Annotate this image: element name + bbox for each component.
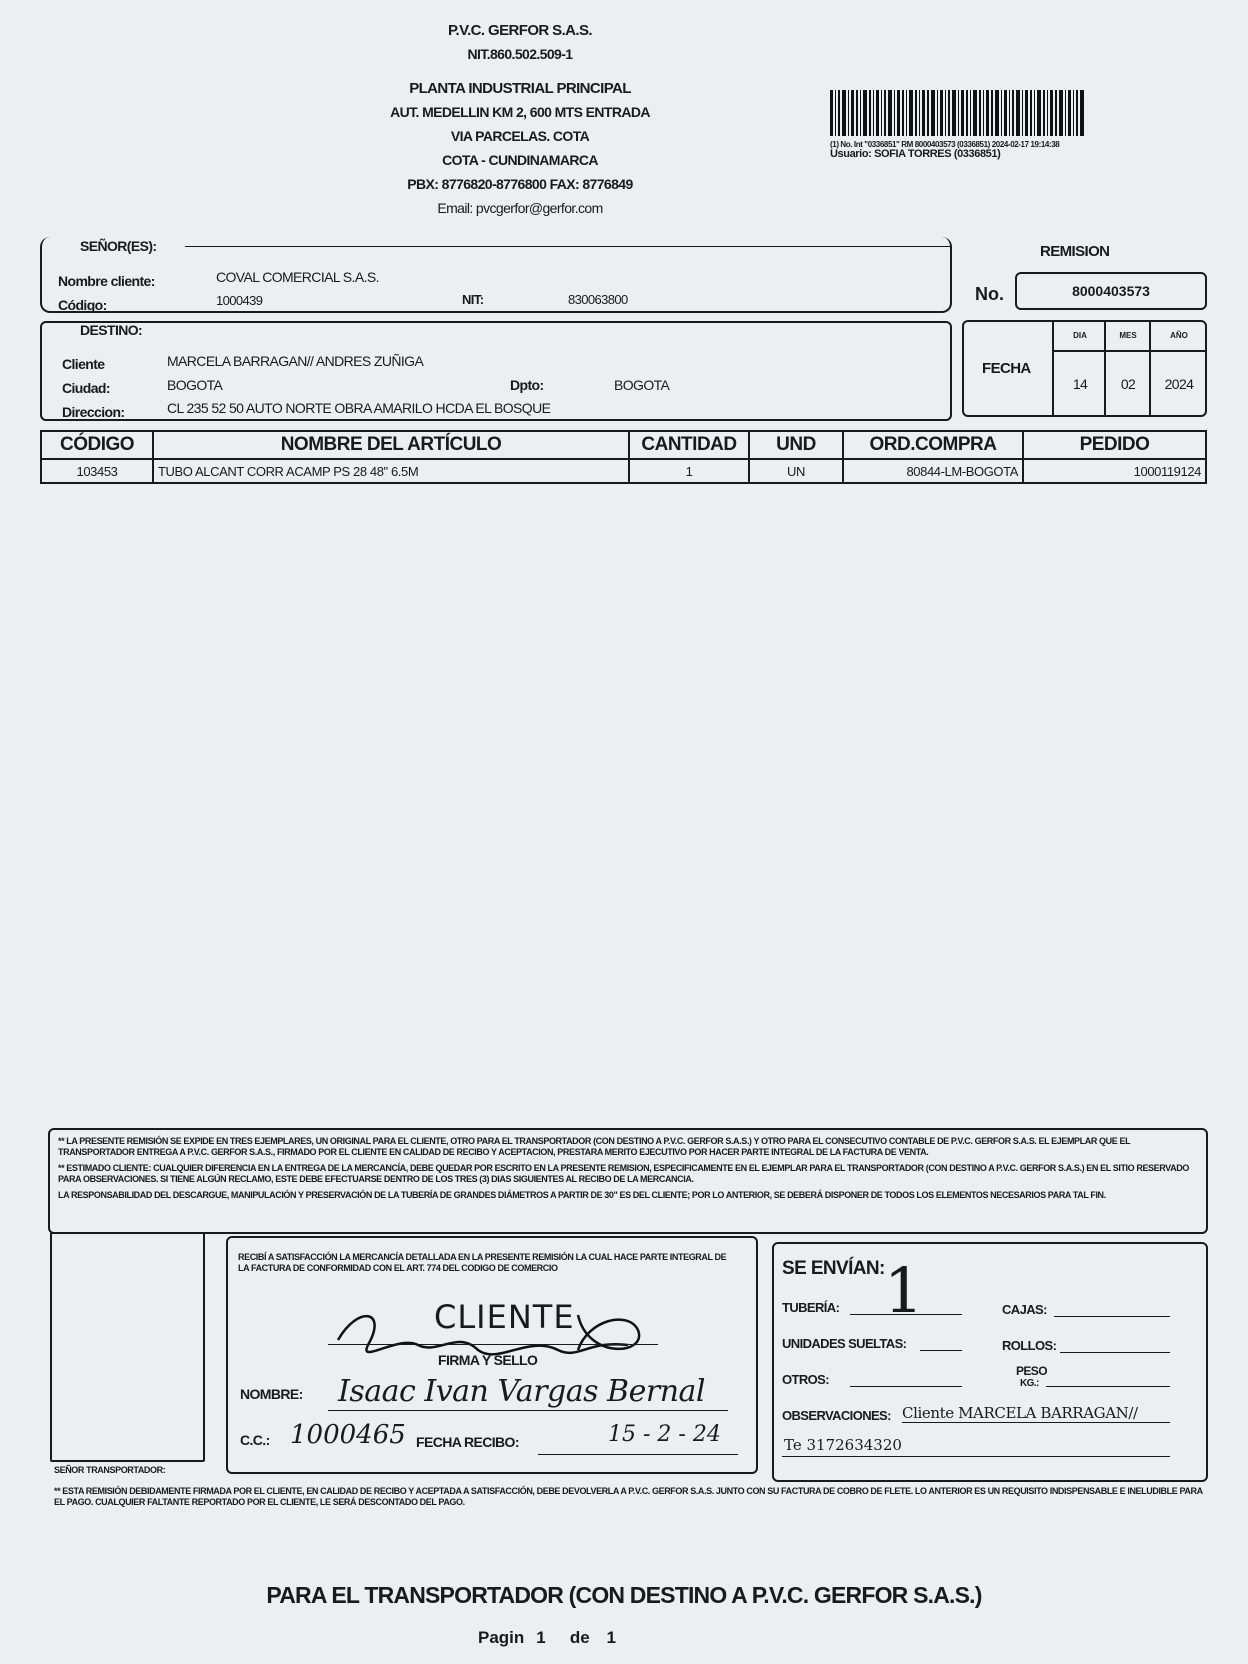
- fecha-month-label: MES: [1119, 331, 1137, 340]
- ciudad-value: BOGOTA: [167, 377, 223, 393]
- destino-label: DESTINO:: [80, 322, 143, 338]
- cc-label: C.C.:: [240, 1432, 270, 1448]
- transportador-label: SEÑOR TRANSPORTADOR:: [54, 1465, 166, 1475]
- remision-number-box: [1015, 272, 1207, 310]
- fecha-day: 14: [1072, 376, 1088, 392]
- note-3: LA RESPONSABILIDAD DEL DESCARGUE, MANIPULACIÓN Y PRESERVACIÓN DE LA TUBERÍA DE GRANDES DIÁMETROS A PARTIR DE 30" ES DEL CLIENTE; POR LO ANTERIOR, SE DEBERÁ DISPONER DE TODOS LOS ELEMENTOS NECESARIOS PARA TAL FIN.: [58, 1190, 1106, 1200]
- observaciones-value: Cliente MARCELA BARRAGAN//: [902, 1404, 1138, 1422]
- fecha-box: [962, 320, 1207, 417]
- kg-label: KG.:: [1020, 1378, 1039, 1389]
- dpto-label: Dpto:: [510, 377, 544, 393]
- direccion-value: CL 235 52 50 AUTO NORTE OBRA AMARILO HCDA EL BOSQUE: [167, 400, 551, 416]
- codigo-label: Código:: [58, 297, 107, 313]
- observaciones-label: OBSERVACIONES:: [782, 1408, 891, 1423]
- address-line-1: AUT. MEDELLIN KM 2, 600 MTS ENTRADA: [390, 104, 650, 120]
- envian-title: SE ENVÍAN:: [782, 1258, 885, 1279]
- col-cantidad: CANTIDAD: [629, 431, 749, 459]
- note-1: ** LA PRESENTE REMISIÓN SE EXPIDE EN TRES EJEMPLARES, UN ORIGINAL PARA EL CLIENTE, OTRO PARA EL TRANSPORTADOR (CON DESTINO A P.V.C. GERFOR S.A.S.) Y OTRO PARA EL CONSECUTIVO CONTABLE DE P.V.C. GERFOR S.A.S. EL EJEMPLAR QUE EL TRANSPORTADOR ENTREGA A P.V.C. GERFOR S.A.S., FIRMADO POR EL CLIENTE EN CALIDAD DE RECIBO Y ACEPTACION, PRESTARA MERITO EJECUTIVO POR HACER PARTE INTEGRAL DE LA FACTURA DE VENTA.: [58, 1136, 1130, 1157]
- page-indicator: [478, 1628, 616, 1648]
- dpto-value: BOGOTA: [614, 377, 670, 393]
- fecha-recibo-label: FECHA RECIBO:: [416, 1434, 519, 1450]
- plant-name: PLANTA INDUSTRIAL PRINCIPAL: [409, 80, 631, 97]
- otros-label: OTROS:: [782, 1372, 829, 1387]
- otros-line: [850, 1386, 962, 1387]
- city-line: COTA - CUNDINAMARCA: [442, 152, 598, 168]
- company-name: P.V.C. GERFOR S.A.S.: [448, 22, 592, 39]
- page-current: 1: [536, 1628, 546, 1647]
- email-line: Email: pvcgerfor@gerfor.com: [437, 200, 603, 216]
- tuberia-line: [850, 1314, 962, 1315]
- senores-box: [40, 237, 952, 313]
- items-header-row: [41, 431, 1206, 459]
- remision-number: 8000403573: [1072, 283, 1150, 299]
- nombre-cliente-value: COVAL COMERCIAL S.A.S.: [216, 269, 379, 285]
- tuberia-value: 1: [884, 1254, 924, 1327]
- cell-pedido: 1000119124: [1023, 459, 1206, 483]
- observaciones-line: [902, 1422, 1170, 1423]
- firma-label: FIRMA Y SELLO: [438, 1352, 538, 1368]
- tel-line: [782, 1456, 1170, 1457]
- codigo-value: 1000439: [216, 293, 263, 308]
- fecha-month: 02: [1120, 376, 1136, 392]
- tel-value: Te 3172634320: [784, 1436, 902, 1454]
- nit-value: 830063800: [568, 292, 628, 307]
- table-row: [41, 459, 1206, 483]
- fecha-col-divider-2: [1149, 320, 1151, 417]
- barcode-info: (1) No. Int "0336851" RM 8000403573 (0336851) 2024-02-17 19:14:38: [830, 140, 1060, 149]
- address-line-2: VIA PARCELAS. COTA: [450, 128, 590, 144]
- nombre-cliente-label: Nombre cliente:: [58, 273, 155, 289]
- note-2: ** ESTIMADO CLIENTE: CUALQUIER DIFERENCIA EN LA ENTREGA DE LA MERCANCÍA, DEBE QUEDAR POR ESCRITO EN LA PRESENTE REMISION, ESPECIFICAMENTE EN EL EJEMPLAR PARA EL TRANSPORTADOR (CON DESTINO A P.V.C. GERFOR S.A.S.) EN EL SITIO RESERVADO PARA OBSERVACIONES. SI TIENE ALGÚN RECLAMO, ESTE DEBE EFECTUARSE DENTRO DE LOS TRES (3) DIAS SIGUIENTES AL RECIBO DE LA MERCANCIA.: [58, 1163, 1189, 1184]
- barcode-image: [830, 90, 1100, 136]
- fecha-col-divider-1: [1104, 320, 1106, 417]
- transportador-signature-box: [50, 1232, 205, 1462]
- notes-box: [48, 1128, 1208, 1234]
- unidades-label: UNIDADES SUELTAS:: [782, 1336, 907, 1351]
- rollos-label: ROLLOS:: [1002, 1338, 1057, 1353]
- firma-line: [328, 1344, 658, 1345]
- page-label: Pagin: [478, 1628, 525, 1647]
- ciudad-label: Ciudad:: [62, 380, 110, 396]
- fecha-recibo-line: [538, 1454, 738, 1455]
- senores-label: SEÑOR(ES):: [80, 238, 157, 254]
- cell-codigo: 103453: [41, 459, 153, 483]
- destino-cliente-label: Cliente: [62, 356, 105, 372]
- peso-line: [1046, 1386, 1170, 1387]
- col-ord-compra: ORD.COMPRA: [843, 431, 1023, 459]
- col-pedido: PEDIDO: [1023, 431, 1206, 459]
- col-codigo: CÓDIGO: [41, 431, 153, 459]
- fecha-recibo-value: 15 - 2 - 24: [608, 1422, 721, 1447]
- fecha-day-label: DIA: [1073, 331, 1087, 340]
- rollos-line: [1060, 1352, 1170, 1353]
- nit-label: NIT:: [462, 292, 484, 307]
- phone-line: PBX: 8776820-8776800 FAX: 8776849: [407, 176, 633, 192]
- cell-und: UN: [749, 459, 843, 483]
- cajas-line: [1054, 1316, 1170, 1317]
- peso-label: PESO: [1016, 1364, 1047, 1378]
- nombre-value: Isaac Ivan Vargas Bernal: [338, 1374, 705, 1409]
- receipt-declaration: RECIBÍ A SATISFACCIÓN LA MERCANCÍA DETALLADA EN LA PRESENTE REMISIÓN LA CUAL HACE PARTE INTEGRAL DE LA FACTURA DE CONFORMIDAD CON EL ART. 774 DEL CODIGO DE COMERCIO: [238, 1252, 727, 1273]
- tuberia-label: TUBERÍA:: [782, 1300, 840, 1315]
- cell-nombre: TUBO ALCANT CORR ACAMP PS 28 48" 6.5M: [153, 459, 629, 483]
- footer-note: ** ESTA REMISIÓN DEBIDAMENTE FIRMADA POR EL CLIENTE, EN CALIDAD DE RECIBO Y ACEPTADA A SATISFACCIÓN, DEBE DEVOLVERLA A P.V.C. GERFOR S.A.S. JUNTO CON SU FACTURA DE COBRO DE FLETE. LO ANTERIOR ES UN REQUISITO INDISPENSABLE E INELUDIBLE PARA EL PAGO. CUALQUIER FALTANTE REPORTADO POR EL CLIENTE, LE SERÁ DESCONTADO DEL PAGO.: [54, 1486, 1203, 1507]
- unidades-line: [920, 1350, 962, 1351]
- nombre-label: NOMBRE:: [240, 1386, 303, 1402]
- fecha-year: 2024: [1164, 376, 1194, 392]
- remision-title: REMISION: [1040, 243, 1110, 260]
- page-total: 1: [606, 1628, 616, 1647]
- nombre-line: [328, 1410, 728, 1411]
- cajas-label: CAJAS:: [1002, 1302, 1047, 1317]
- barcode-user: Usuario: SOFIA TORRES (0336851): [830, 148, 1001, 160]
- cell-cantidad: 1: [629, 459, 749, 483]
- page-of: de: [569, 1628, 590, 1647]
- receipt-box: [226, 1236, 758, 1474]
- col-und: UND: [749, 431, 843, 459]
- fecha-row-divider: [1052, 350, 1207, 352]
- signature-image: [328, 1300, 658, 1380]
- fecha-divider: [1052, 320, 1055, 417]
- items-table: [40, 430, 1207, 484]
- fecha-label: FECHA: [982, 360, 1031, 377]
- destino-cliente-value: MARCELA BARRAGAN// ANDRES ZUÑIGA: [167, 353, 424, 369]
- direccion-label: Direccion:: [62, 404, 125, 420]
- cell-ord-compra: 80844-LM-BOGOTA: [843, 459, 1023, 483]
- company-nit: NIT.860.502.509-1: [467, 46, 573, 62]
- col-nombre: NOMBRE DEL ARTÍCULO: [153, 431, 629, 459]
- remision-no-label: No.: [975, 284, 1004, 304]
- cc-value: 1000465: [290, 1420, 406, 1450]
- fecha-year-label: AÑO: [1170, 331, 1188, 340]
- envian-box: [772, 1242, 1208, 1482]
- footer-title: PARA EL TRANSPORTADOR (CON DESTINO A P.V.C. GERFOR S.A.S.): [266, 1582, 982, 1608]
- cliente-stamp: CLIENTE: [434, 1298, 575, 1336]
